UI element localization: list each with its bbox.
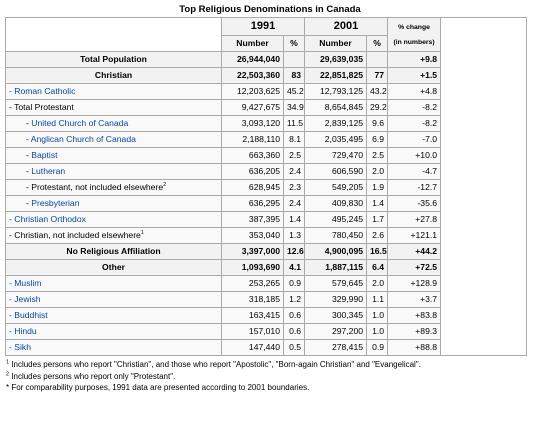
- row-dash: -: [26, 150, 32, 160]
- percent-2001: 43.2: [367, 84, 388, 100]
- number-1991: 253,265: [222, 276, 284, 292]
- footnote-marker: 1: [6, 359, 10, 366]
- row-label-cell[interactable]: [6, 276, 222, 292]
- percent-1991: 0.6: [284, 324, 305, 340]
- footnotes: [6, 359, 537, 394]
- row-label: - Christian, not included elsewhere: [9, 230, 141, 240]
- number-2001: 1,887,115: [305, 260, 367, 276]
- row-label[interactable]: United Church of Canada: [31, 118, 129, 128]
- percent-1991: 2.4: [284, 164, 305, 180]
- percent-1991: 11.5: [284, 116, 305, 132]
- number-2001: 12,793,125: [305, 84, 367, 100]
- percent-2001: 9.6: [367, 116, 388, 132]
- number-2001: 606,590: [305, 164, 367, 180]
- percent-2001: 0.9: [367, 340, 388, 356]
- row-label: No Religious Affiliation: [66, 246, 161, 256]
- change-value: +72.5: [388, 260, 441, 276]
- number-1991: 387,395: [222, 212, 284, 228]
- percent-2001: 1.4: [367, 196, 388, 212]
- row-label-cell[interactable]: [6, 196, 222, 212]
- row-label[interactable]: Presbyterian: [31, 198, 80, 208]
- number-2001: 2,035,495: [305, 132, 367, 148]
- row-dash: -: [26, 198, 32, 208]
- percent-1991: 0.9: [284, 276, 305, 292]
- footnote-text: Includes persons who report only "Protestant".: [9, 371, 176, 381]
- row-label[interactable]: Anglican Church of Canada: [30, 134, 136, 144]
- number-2001: 549,205: [305, 180, 367, 196]
- row-label[interactable]: - Sikh: [9, 342, 31, 352]
- number-1991: 3,093,120: [222, 116, 284, 132]
- percent-1991: 4.1: [284, 260, 305, 276]
- change-value: -12.7: [388, 180, 441, 196]
- header-change-label: % change: [398, 23, 430, 31]
- number-1991: 2,188,110: [222, 132, 284, 148]
- footnote-text: Includes persons who report "Christian", and those who report "Apostolic", "Born-again Christian" and "Evangelical".: [9, 360, 421, 369]
- number-2001: 495,245: [305, 212, 367, 228]
- row-label-cell[interactable]: [6, 148, 222, 164]
- percent-2001: 29.2: [367, 100, 388, 116]
- percent-1991: 1.4: [284, 212, 305, 228]
- row-label-cell: [6, 228, 222, 244]
- footnote: [6, 359, 537, 371]
- percent-2001: 2.0: [367, 276, 388, 292]
- row-label[interactable]: Baptist: [31, 150, 58, 160]
- percent-1991: 0.6: [284, 308, 305, 324]
- percent-2001: 1.0: [367, 324, 388, 340]
- row-label-cell: [6, 260, 222, 276]
- footnote: [6, 382, 537, 394]
- percent-1991: 2.4: [284, 196, 305, 212]
- number-2001: 29,639,035: [305, 52, 367, 68]
- row-dash: -: [26, 182, 32, 192]
- header-percent-1991: %: [284, 36, 305, 52]
- footnote-ref[interactable]: 1: [140, 230, 144, 237]
- header-year-1991: 1991: [222, 18, 305, 36]
- table-caption: Top Religious Denominations in Canada: [179, 4, 361, 15]
- number-2001: 729,470: [305, 148, 367, 164]
- row-dash: -: [26, 166, 32, 176]
- number-2001: 329,990: [305, 292, 367, 308]
- number-1991: 636,295: [222, 196, 284, 212]
- number-1991: 26,944,040: [222, 52, 284, 68]
- percent-1991: 2.3: [284, 180, 305, 196]
- percent-2001: 1.9: [367, 180, 388, 196]
- change-value: +83.8: [388, 308, 441, 324]
- footnote-ref[interactable]: 2: [163, 182, 167, 189]
- change-value: -35.6: [388, 196, 441, 212]
- table-right-blank: [441, 18, 527, 356]
- number-2001: 579,645: [305, 276, 367, 292]
- change-value: +27.8: [388, 212, 441, 228]
- change-value: +9.8: [388, 52, 441, 68]
- row-label-cell: [6, 100, 222, 116]
- row-label-cell[interactable]: [6, 84, 222, 100]
- row-label-cell[interactable]: [6, 308, 222, 324]
- number-1991: 628,945: [222, 180, 284, 196]
- change-value: +44.2: [388, 244, 441, 260]
- number-2001: 278,415: [305, 340, 367, 356]
- percent-2001: 2.0: [367, 164, 388, 180]
- number-1991: 1,093,690: [222, 260, 284, 276]
- percent-2001: 77: [367, 68, 388, 84]
- change-value: +88.8: [388, 340, 441, 356]
- row-label: Protestant, not included elsewhere: [31, 182, 164, 192]
- row-label-cell[interactable]: [6, 292, 222, 308]
- percent-2001: 2.5: [367, 148, 388, 164]
- percent-1991: 12.6: [284, 244, 305, 260]
- percent-2001: 1.7: [367, 212, 388, 228]
- change-value: -4.7: [388, 164, 441, 180]
- header-row-years: [6, 18, 527, 36]
- footnote-marker: 2: [6, 370, 10, 377]
- row-label: Christian: [94, 70, 133, 80]
- percent-2001: 2.6: [367, 228, 388, 244]
- row-label: Other: [102, 262, 125, 272]
- number-1991: 636,205: [222, 164, 284, 180]
- percent-1991: 45.2: [284, 84, 305, 100]
- percent-1991: [284, 52, 305, 68]
- percent-1991: 8.1: [284, 132, 305, 148]
- change-value: +3.7: [388, 292, 441, 308]
- religion-table: [5, 17, 527, 356]
- number-1991: 318,185: [222, 292, 284, 308]
- number-2001: 300,345: [305, 308, 367, 324]
- footnote: [6, 371, 537, 383]
- change-value: +1.5: [388, 68, 441, 84]
- percent-2001: 6.4: [367, 260, 388, 276]
- header-change-sublabel: (in numbers): [393, 38, 435, 46]
- row-label-cell[interactable]: [6, 116, 222, 132]
- row-label-cell[interactable]: [6, 132, 222, 148]
- number-1991: 9,427,675: [222, 100, 284, 116]
- percent-2001: 6.9: [367, 132, 388, 148]
- percent-2001: 16.5: [367, 244, 388, 260]
- row-label[interactable]: - Christian Orthodox: [9, 214, 86, 224]
- number-1991: 157,010: [222, 324, 284, 340]
- header-number-1991: Number: [222, 36, 284, 52]
- row-label: - Total Protestant: [9, 102, 74, 112]
- number-1991: 663,360: [222, 148, 284, 164]
- footnote-text: * For comparability purposes, 1991 data are presented according to 2001 boundaries.: [6, 383, 310, 392]
- number-1991: 163,415: [222, 308, 284, 324]
- percent-2001: 1.0: [367, 308, 388, 324]
- row-dash: -: [26, 118, 32, 128]
- number-2001: 409,830: [305, 196, 367, 212]
- row-label-cell: [6, 244, 222, 260]
- number-1991: 22,503,360: [222, 68, 284, 84]
- number-2001: 8,654,845: [305, 100, 367, 116]
- number-1991: 12,203,625: [222, 84, 284, 100]
- row-label-cell: [6, 180, 222, 196]
- change-value: +10.0: [388, 148, 441, 164]
- number-2001: 780,450: [305, 228, 367, 244]
- change-value: +121.1: [388, 228, 441, 244]
- percent-2001: 1.1: [367, 292, 388, 308]
- row-label-cell[interactable]: [6, 324, 222, 340]
- row-label-cell[interactable]: [6, 212, 222, 228]
- header-number-2001: Number: [305, 36, 367, 52]
- row-label-cell[interactable]: [6, 340, 222, 356]
- row-label-cell: [6, 68, 222, 84]
- header-percent-2001: %: [367, 36, 388, 52]
- row-label[interactable]: - Roman Catholic: [9, 86, 76, 96]
- row-label[interactable]: - Hindu: [9, 326, 37, 336]
- row-label[interactable]: - Buddhist: [9, 310, 48, 320]
- number-1991: 353,040: [222, 228, 284, 244]
- change-value: +128.9: [388, 276, 441, 292]
- percent-1991: 2.5: [284, 148, 305, 164]
- change-value: +4.8: [388, 84, 441, 100]
- percent-1991: 34.9: [284, 100, 305, 116]
- change-value: -7.0: [388, 132, 441, 148]
- change-value: -8.2: [388, 116, 441, 132]
- religion-table-container: [3, 3, 537, 394]
- change-value: -8.2: [388, 100, 441, 116]
- row-dash: -: [26, 134, 31, 144]
- percent-1991: 1.2: [284, 292, 305, 308]
- header-change: [388, 18, 441, 52]
- number-1991: 147,440: [222, 340, 284, 356]
- number-2001: 297,200: [305, 324, 367, 340]
- header-year-2001: 2001: [305, 18, 388, 36]
- change-value: +89.3: [388, 324, 441, 340]
- percent-1991: 0.5: [284, 340, 305, 356]
- number-1991: 3,397,000: [222, 244, 284, 260]
- row-label[interactable]: Lutheran: [31, 166, 66, 176]
- row-label[interactable]: - Jewish: [9, 294, 41, 304]
- number-2001: 22,851,825: [305, 68, 367, 84]
- header-blank-cell: [6, 18, 222, 52]
- percent-1991: 83: [284, 68, 305, 84]
- row-label-cell[interactable]: [6, 164, 222, 180]
- number-2001: 2,839,125: [305, 116, 367, 132]
- percent-2001: [367, 52, 388, 68]
- number-2001: 4,900,095: [305, 244, 367, 260]
- row-label-cell: [6, 52, 222, 68]
- percent-1991: 1.3: [284, 228, 305, 244]
- row-label: Total Population: [80, 54, 147, 64]
- row-label[interactable]: - Muslim: [9, 278, 42, 288]
